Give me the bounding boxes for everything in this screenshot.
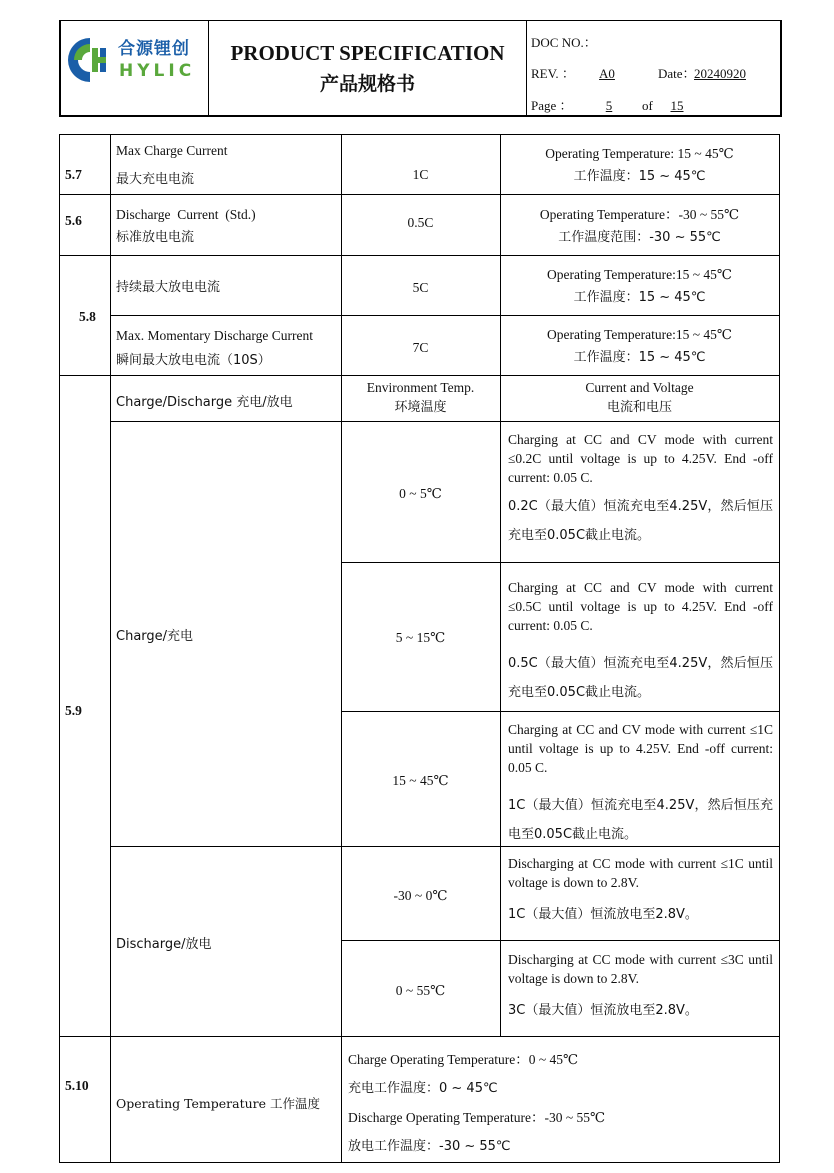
table-rule (341, 562, 780, 563)
table-rule (59, 255, 780, 256)
item-english: Discharge Current (Std.) (116, 207, 256, 222)
table-col-rule (110, 134, 111, 1163)
item-label: Operating Temperature 工作温度 (116, 1096, 320, 1111)
charge-operating-temp-en: Charge Operating Temperature：0 ~ 45℃ (348, 1052, 579, 1067)
page-total: 15 (670, 98, 684, 113)
table-rule (341, 711, 780, 712)
condition-english: Operating Temperature:15 ~ 45℃ (546, 327, 733, 342)
charge-condition-chinese: 1C（最大值）恒流充电至4.25V，然后恒压充电至0.05C截止电流。 (508, 798, 773, 842)
item-chinese: 持续最大放电电流 (116, 280, 221, 295)
table-rule (59, 375, 780, 376)
logo-english-name: HYLIC (119, 61, 196, 81)
discharge-label: Discharge/放电 (116, 937, 212, 952)
spec-title-english: PRODUCT SPECIFICATION (230, 41, 505, 65)
charge-discharge-heading: Charge/Discharge 充电/放电 (116, 395, 293, 410)
table-rule (110, 421, 780, 422)
condition-english: Operating Temperature: 15 ~ 45℃ (545, 146, 734, 161)
revision-label: REV. ： (531, 66, 575, 81)
condition-english: Operating Temperature:15 ~ 45℃ (546, 267, 733, 282)
header-divider-2 (526, 20, 527, 117)
environment-temp-heading-cn: 环境温度 (394, 400, 447, 415)
spec-value: 5C (412, 280, 429, 295)
spec-title-chinese: 产品规格书 (319, 73, 415, 95)
row-number: 5.6 (65, 213, 82, 228)
item-chinese: 瞬间最大放电电流（10S） (116, 353, 271, 368)
charge-temp-range: 5 ~ 15℃ (395, 630, 446, 645)
item-chinese: 标准放电电流 (116, 230, 195, 245)
charge-condition-english: Charging at CC and CV mode with current ≤0.2C until voltage is up to 4.25V. End -off current: 0.05 C. (508, 432, 773, 485)
header-divider-1 (208, 20, 209, 117)
condition-english: Operating Temperature：-30 ~ 55℃ (539, 207, 740, 222)
row-number: 5.9 (65, 703, 82, 718)
page-label: Page ： (531, 98, 573, 113)
charge-condition-chinese: 0.5C（最大值）恒流充电至4.25V，然后恒压充电至0.05C截止电流。 (508, 656, 773, 700)
charge-condition-chinese: 0.2C（最大值）恒流充电至4.25V，然后恒压充电至0.05C截止电流。 (508, 499, 773, 543)
charge-condition-english: Charging at CC and CV mode with current ≤1C until voltage is up to 4.25V. End -off current: 0.05 C. (508, 722, 773, 775)
discharge-operating-temp-cn: 放电工作温度：-30 ~ 55℃ (348, 1139, 511, 1154)
logo-mark-icon (64, 34, 116, 86)
revision-value: A0 (599, 66, 615, 81)
logo-chinese-name: 合源锂创 (118, 39, 190, 59)
current-voltage-heading-cn: 电流和电压 (606, 400, 672, 415)
row-number: 5.8 (79, 309, 96, 324)
current-voltage-heading: Current and Voltage (585, 380, 694, 395)
date-label: Date： (658, 66, 696, 81)
charge-temp-range: 15 ~ 45℃ (392, 773, 449, 788)
environment-temp-heading: Environment Temp. (366, 380, 475, 395)
spec-value: 7C (412, 340, 429, 355)
row-number: 5.7 (65, 167, 82, 182)
table-rule (59, 194, 780, 195)
discharge-temp-range: -30 ~ 0℃ (393, 888, 448, 903)
charge-temp-range: 0 ~ 5℃ (399, 486, 442, 501)
doc-number-label: DOC NO.： (531, 35, 597, 50)
table-rule (341, 940, 780, 941)
discharge-condition-english: Discharging at CC mode with current ≤3C until voltage is down to 2.8V. (508, 952, 773, 986)
page-of-label: of (642, 98, 653, 113)
charge-condition-english: Charging at CC and CV mode with current ≤0.5C until voltage is up to 4.25V. End -off current: 0.05 C. (508, 580, 773, 633)
discharge-condition-chinese: 3C（最大值）恒流放电至2.8V。 (508, 1003, 698, 1018)
table-col-rule (779, 134, 780, 1163)
discharge-operating-temp-en: Discharge Operating Temperature：-30 ~ 55℃ (348, 1110, 606, 1125)
item-english: Max Charge Current (116, 143, 228, 158)
item-chinese: 最大充电电流 (116, 172, 195, 187)
table-rule (59, 1162, 780, 1163)
page-number: 5 (605, 98, 613, 113)
condition-chinese: 工作温度：15 ~ 45℃ (573, 169, 706, 184)
table-col-rule (59, 134, 60, 1163)
table-rule (59, 134, 780, 135)
discharge-temp-range: 0 ~ 55℃ (395, 983, 446, 998)
condition-chinese: 工作温度：15 ~ 45℃ (573, 350, 706, 365)
header-bottom-rule (59, 115, 782, 117)
company-logo (64, 34, 204, 86)
date-value: 20240920 (694, 66, 746, 81)
charge-label: Charge/充电 (116, 629, 194, 644)
header-right-rule (780, 20, 782, 117)
condition-chinese: 工作温度：15 ~ 45℃ (573, 290, 706, 305)
item-english: Max. Momentary Discharge Current (116, 328, 313, 343)
spec-value: 1C (412, 167, 429, 182)
charge-operating-temp-cn: 充电工作温度：0 ~ 45℃ (348, 1081, 498, 1096)
row-number: 5.10 (65, 1078, 89, 1093)
header-left-rule (59, 20, 61, 117)
discharge-condition-chinese: 1C（最大值）恒流放电至2.8V。 (508, 907, 698, 922)
spec-value: 0.5C (407, 215, 434, 230)
condition-chinese: 工作温度范围：-30 ~ 55℃ (558, 230, 721, 245)
discharge-condition-english: Discharging at CC mode with current ≤1C until voltage is down to 2.8V. (508, 856, 773, 890)
table-rule (110, 315, 780, 316)
table-rule (59, 1036, 780, 1037)
